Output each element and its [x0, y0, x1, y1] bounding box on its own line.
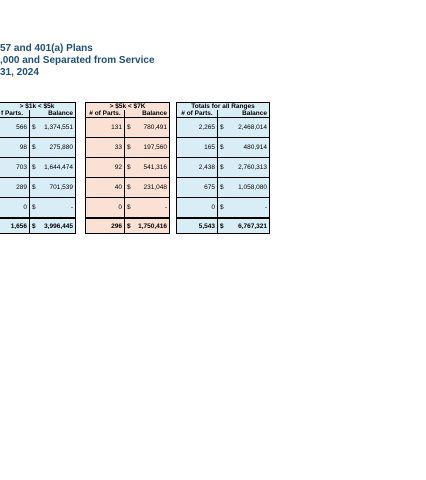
- parts-cell: 40: [86, 178, 125, 198]
- balance-cell: [218, 138, 270, 158]
- parts-cell: 5,543: [177, 218, 218, 234]
- currency-symbol: $: [127, 144, 131, 151]
- balance-value: 1,058,080: [238, 184, 267, 191]
- parts-cell: 296: [86, 218, 125, 234]
- balance-value: -: [264, 204, 267, 211]
- balance-cell: [218, 178, 270, 198]
- balance-value: -: [164, 204, 167, 211]
- parts-cell: 98: [0, 138, 30, 158]
- currency-symbol: $: [32, 184, 36, 191]
- currency-symbol: $: [220, 164, 224, 171]
- currency-symbol: $: [127, 204, 131, 211]
- parts-cell: 566: [0, 118, 30, 138]
- balance-value: 480,914: [243, 144, 267, 151]
- balance-cell: [125, 118, 170, 138]
- table-row: [0, 158, 270, 178]
- balance-cell: [218, 158, 270, 178]
- parts-cell: 33: [86, 138, 125, 158]
- parts-cell: 0: [177, 198, 218, 219]
- table-row: [0, 178, 270, 198]
- parts-cell: 92: [86, 158, 125, 178]
- balance-cell: [125, 158, 170, 178]
- report-title-line-2: ,000 and Separated from Service: [0, 55, 155, 66]
- parts-cell: 0: [0, 198, 30, 219]
- balance-cell: [218, 198, 270, 219]
- table-row: [0, 118, 270, 138]
- parts-cell: 675: [177, 178, 218, 198]
- balance-value: 1,644,474: [44, 164, 73, 171]
- table-row: [0, 198, 270, 219]
- report-title-line-1: 57 and 401(a) Plans: [0, 43, 93, 54]
- balance-value: 2,468,014: [238, 124, 267, 131]
- group-header-1k-5k: > $1k < $5k: [0, 103, 76, 111]
- parts-cell: 165: [177, 138, 218, 158]
- balance-value: 780,491: [143, 124, 167, 131]
- balance-value: 3,996,445: [44, 222, 73, 230]
- balance-value: 1,750,416: [138, 222, 167, 230]
- balance-value: 197,560: [143, 144, 167, 151]
- currency-symbol: $: [220, 144, 224, 151]
- balance-value: 701,539: [49, 184, 73, 191]
- balance-value: 541,316: [143, 164, 167, 171]
- parts-cell: 0: [86, 198, 125, 219]
- balance-cell: [218, 118, 270, 138]
- currency-symbol: $: [220, 124, 224, 131]
- balance-cell: [30, 178, 76, 198]
- parts-cell: 703: [0, 158, 30, 178]
- currency-symbol: $: [127, 184, 131, 191]
- col-header-balance: Balance: [30, 110, 76, 118]
- balance-cell: [30, 118, 76, 138]
- currency-symbol: $: [32, 124, 36, 131]
- balance-value: 1,374,551: [44, 124, 73, 131]
- balance-value: 2,760,313: [238, 164, 267, 171]
- balance-cell: [30, 198, 76, 219]
- col-header-balance: Balance: [218, 110, 270, 118]
- parts-cell: 131: [86, 118, 125, 138]
- balance-value: -: [70, 204, 73, 211]
- currency-symbol: $: [127, 222, 131, 230]
- col-header-parts: # of Parts.: [177, 110, 218, 118]
- parts-cell: 289: [0, 178, 30, 198]
- balance-cell: [218, 218, 270, 234]
- balance-value: 275,880: [49, 144, 73, 151]
- col-header-balance: Balance: [125, 110, 170, 118]
- col-header-parts: # of Parts.: [86, 110, 125, 118]
- currency-symbol: $: [32, 164, 36, 171]
- currency-symbol: $: [220, 204, 224, 211]
- balance-cell: [125, 138, 170, 158]
- currency-symbol: $: [32, 222, 36, 230]
- group-header-5k-7k: > $5k < $7K: [86, 103, 170, 111]
- group-header-totals: Totals for all Ranges: [177, 103, 270, 111]
- balance-cell: [125, 198, 170, 219]
- parts-cell: 1,656: [0, 218, 30, 234]
- balance-cell: [30, 138, 76, 158]
- parts-cell: 2,265: [177, 118, 218, 138]
- balance-value: 231,048: [143, 184, 167, 191]
- col-header-parts: f Parts.: [0, 110, 30, 118]
- currency-symbol: $: [127, 164, 131, 171]
- currency-symbol: $: [220, 184, 224, 191]
- balance-cell: [125, 178, 170, 198]
- report-title-line-3: 31, 2024: [0, 67, 39, 78]
- totals-row: [0, 218, 270, 234]
- balance-cell: [125, 218, 170, 234]
- table-row: [0, 138, 270, 158]
- balance-value: 6,767,321: [238, 222, 267, 230]
- parts-cell: 2,438: [177, 158, 218, 178]
- balances-table: [0, 102, 270, 234]
- currency-symbol: $: [32, 144, 36, 151]
- currency-symbol: $: [32, 204, 36, 211]
- currency-symbol: $: [220, 222, 224, 230]
- currency-symbol: $: [127, 124, 131, 131]
- balance-cell: [30, 158, 76, 178]
- balance-cell: [30, 218, 76, 234]
